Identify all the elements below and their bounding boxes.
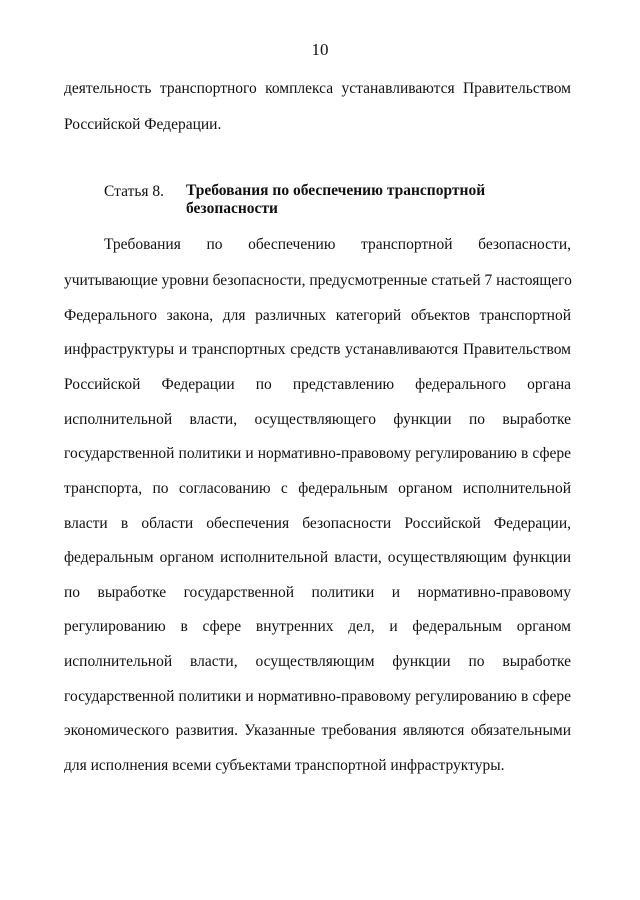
- body-line-1: Требования по обеспечению транспортной безопасности,: [104, 236, 571, 253]
- body-line-9: власти в области обеспечения безопасности Российской Федерации,: [64, 515, 571, 532]
- body-line-10: федеральным органом исполнительной власти, осуществляющим функции: [64, 549, 571, 566]
- body-line-7: государственной политики и нормативно-правовому регулированию в сфере: [64, 445, 571, 462]
- body-line-11: по выработке государственной политики и нормативно-правовому: [64, 584, 571, 601]
- page-number: 10: [311, 40, 329, 59]
- body-line-8: транспорта, по согласованию с федеральным органом исполнительной: [64, 480, 571, 497]
- article-title: [186, 182, 526, 218]
- body-line-14: государственной политики и нормативно-правовому регулированию в сфере: [64, 688, 571, 705]
- article-title-line-1: Требования по обеспечению транспортной: [186, 182, 486, 199]
- lead-line-2: Российской Федерации.: [64, 116, 222, 133]
- body-line-2: учитывающие уровни безопасности, предусмотренные статьей 7 настоящего: [64, 272, 572, 289]
- body-line-15: экономического развития. Указанные требования являются обязательными: [64, 722, 571, 739]
- lead-line-1: деятельность транспортного комплекса устанавливаются Правительством: [64, 80, 571, 97]
- body-line-6: исполнительной власти, осуществляющего функции по выработке: [64, 411, 571, 428]
- article-number: Статья 8.: [104, 183, 165, 200]
- body-line-16: для исполнения всеми субъектами транспортной инфраструктуры.: [64, 757, 505, 774]
- body-line-12: регулированию в сфере внутренних дел, и федеральным органом: [64, 618, 571, 635]
- body-line-13: исполнительной власти, осуществляющим функции по выработке: [64, 653, 571, 670]
- body-line-5: Российской Федерации по представлению федерального органа: [64, 376, 571, 393]
- article-title-line-2: безопасности: [186, 200, 278, 217]
- body-line-3: Федерального закона, для различных категорий объектов транспортной: [64, 307, 571, 324]
- body-line-4: инфраструктуры и транспортных средств устанавливаются Правительством: [64, 341, 571, 358]
